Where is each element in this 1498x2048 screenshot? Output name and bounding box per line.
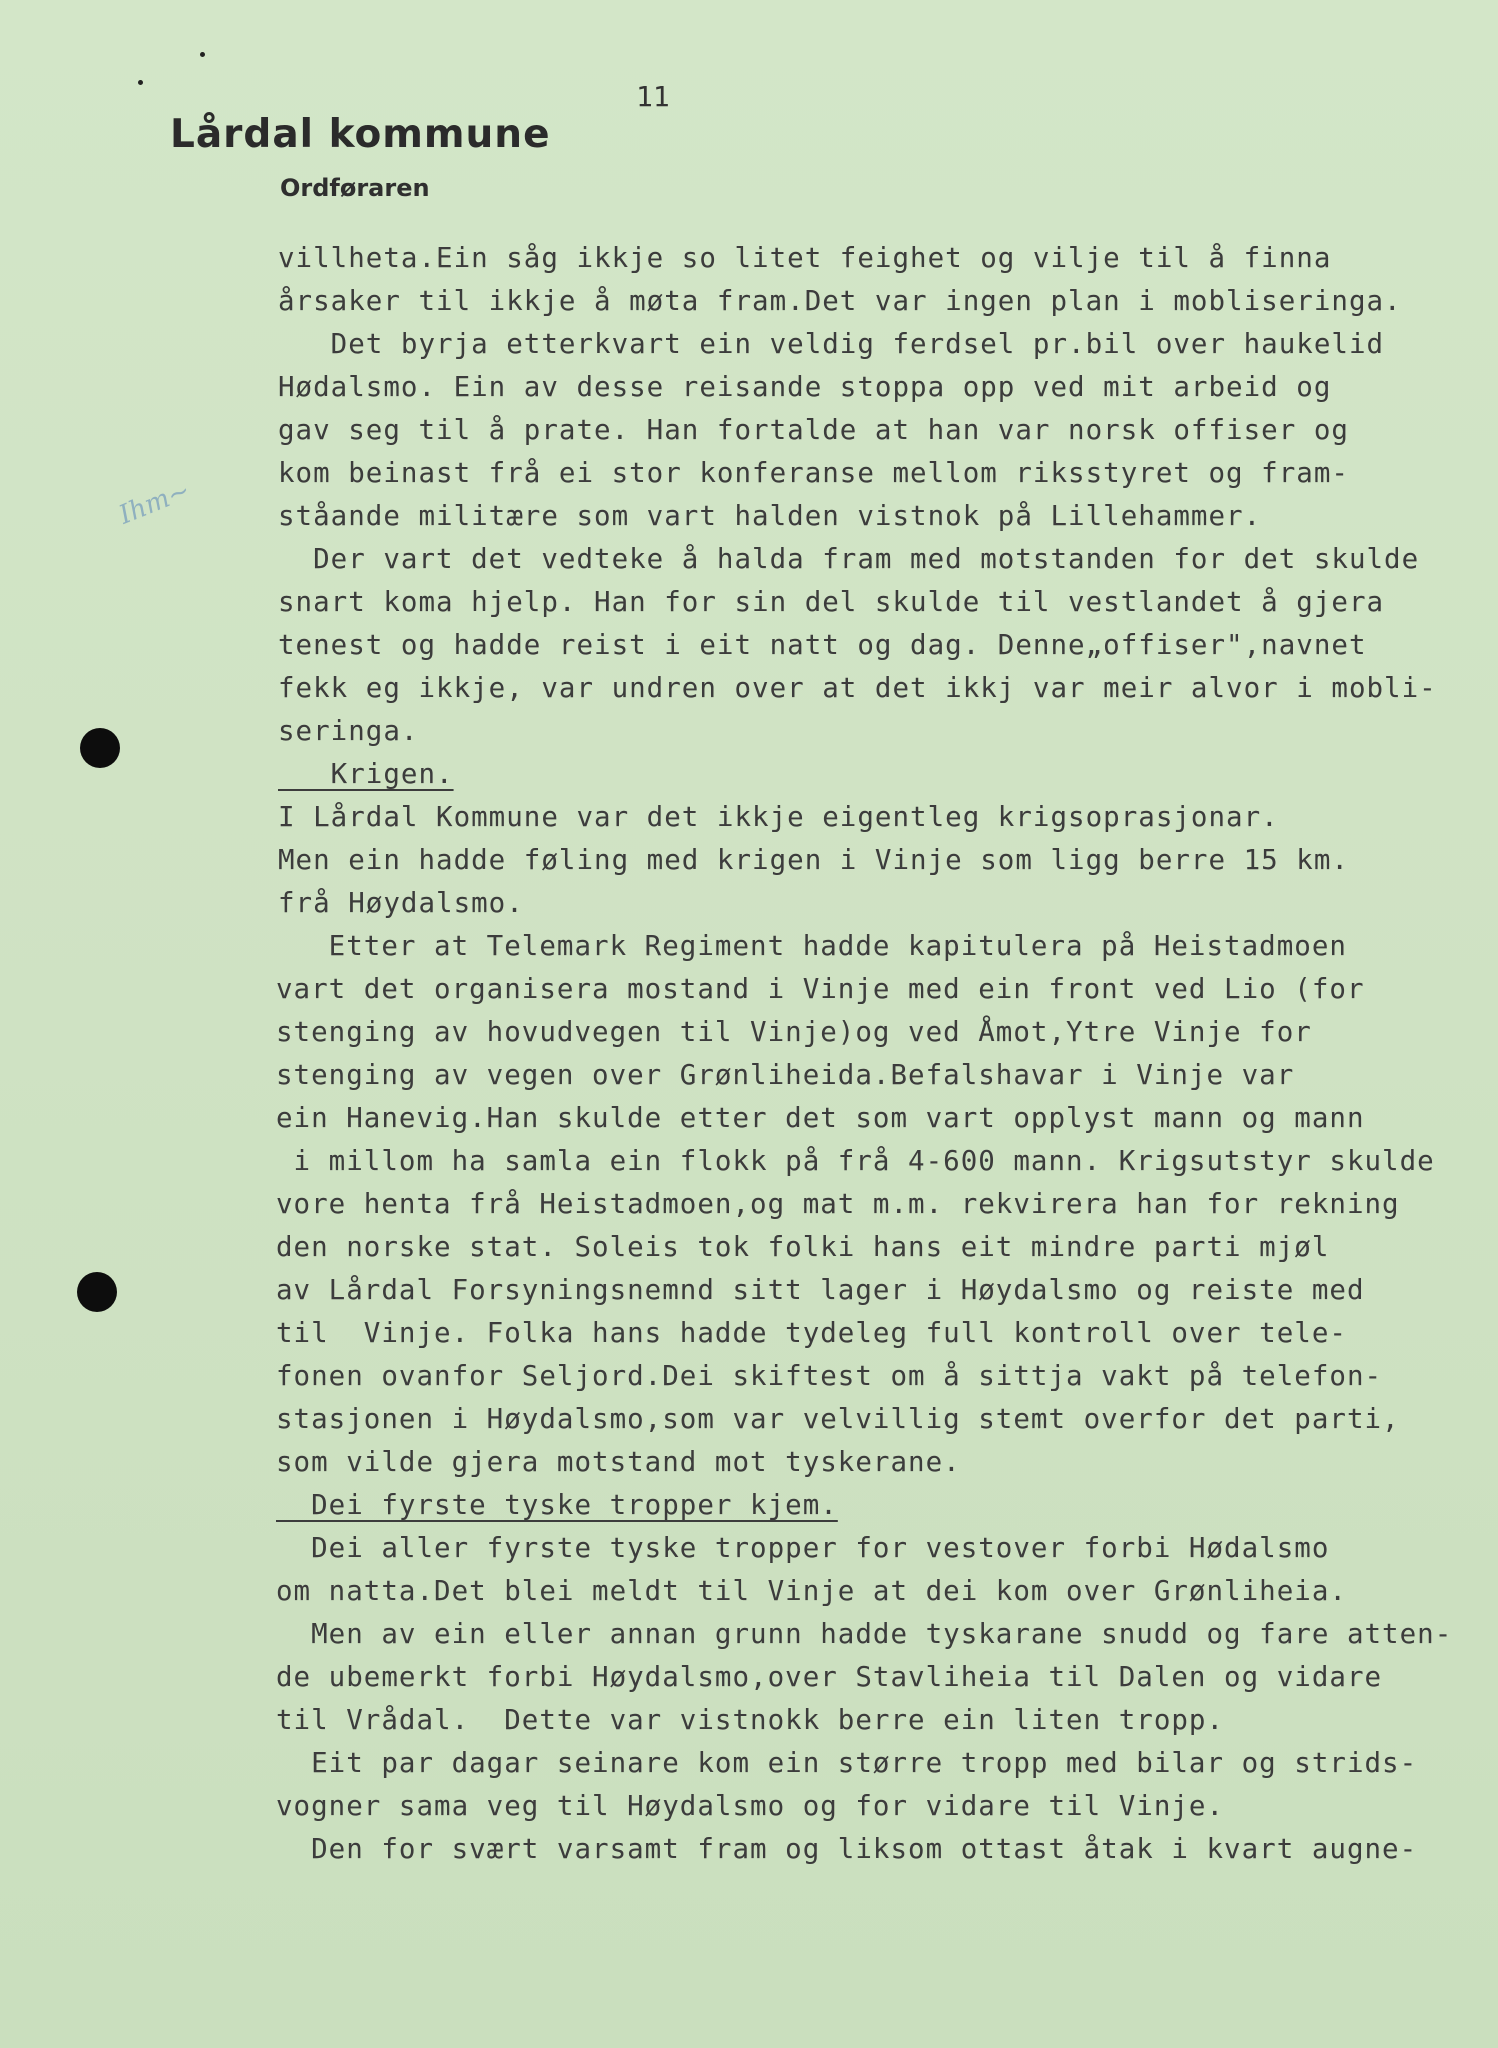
text-line: ståande militære som vart halden vistnok på Lillehammer. bbox=[278, 500, 1262, 532]
text-line: ein Hanevig.Han skulde etter det som vart opplyst mann og mann bbox=[276, 1102, 1365, 1134]
text-line: villheta.Ein såg ikkje so litet feighet og vilje til å finna bbox=[278, 242, 1332, 274]
text-line: vore henta frå Heistadmoen,og mat m.m. rekvirera han for rekning bbox=[276, 1188, 1400, 1220]
text-line: vogner sama veg til Høydalsmo og for vidare til Vinje. bbox=[276, 1790, 1225, 1822]
text-line: årsaker til ikkje å møta fram.Det var ingen plan i mobliseringa. bbox=[278, 285, 1402, 317]
text-line: fonen ovanfor Seljord.Dei skiftest om å sittja vakt på telefon- bbox=[276, 1360, 1383, 1392]
punch-hole bbox=[80, 728, 120, 768]
text-line: som vilde gjera motstand mot tyskerane. bbox=[276, 1446, 961, 1478]
text-line: tenest og hadde reist i eit natt og dag. Denne„offiser",navnet bbox=[278, 629, 1367, 661]
text-line: stenging av hovudvegen til Vinje)og ved Åmot,Ytre Vinje for bbox=[276, 1016, 1312, 1048]
text-line: den norske stat. Soleis tok folki hans eit mindre parti mjøl bbox=[276, 1231, 1330, 1263]
text-line: Etter at Telemark Regiment hadde kapitulera på Heistadmoen bbox=[276, 930, 1347, 962]
text-line: I Lårdal Kommune var det ikkje eigentleg krigsoprasjonar. bbox=[278, 801, 1279, 833]
ink-speck bbox=[200, 52, 205, 57]
text-line: Den for svært varsamt fram og liksom ottast åtak i kvart augne- bbox=[276, 1833, 1418, 1865]
letterhead-subtitle: Ordføraren bbox=[280, 174, 430, 202]
punch-hole bbox=[77, 1272, 117, 1312]
section-heading-krigen: Krigen. bbox=[278, 758, 454, 790]
text-line: i millom ha samla ein flokk på frå 4-600 mann. Krigsutstyr skulde bbox=[276, 1145, 1435, 1177]
text-line: vart det organisera mostand i Vinje med ein front ved Lio (for bbox=[276, 973, 1365, 1005]
text-line: til Vrådal. Dette var vistnokk berre ein liten tropp. bbox=[276, 1704, 1225, 1736]
text-line: snart koma hjelp. Han for sin del skulde til vestlandet å gjera bbox=[278, 586, 1385, 618]
text-line: Dei aller fyrste tyske tropper for vestover forbi Hødalsmo bbox=[276, 1532, 1330, 1564]
text-line: Men av ein eller annan grunn hadde tyskarane snudd og fare atten- bbox=[276, 1618, 1453, 1650]
text-line: kom beinast frå ei stor konferanse mellom riksstyret og fram- bbox=[278, 457, 1349, 489]
text-line: Der vart det vedteke å halda fram med motstanden for det skulde bbox=[278, 543, 1420, 575]
text-line: Men ein hadde føling med krigen i Vinje som ligg berre 15 km. bbox=[278, 844, 1349, 876]
text-line: de ubemerkt forbi Høydalsmo,over Stavliheia til Dalen og vidare bbox=[276, 1661, 1383, 1693]
text-line: Hødalsmo. Ein av desse reisande stoppa opp ved mit arbeid og bbox=[278, 371, 1332, 403]
text-line: seringa. bbox=[278, 715, 419, 747]
section-heading-tyske-tropper: Dei fyrste tyske tropper kjem. bbox=[276, 1489, 838, 1521]
text-line: til Vinje. Folka hans hadde tydeleg full kontroll over tele- bbox=[276, 1317, 1347, 1349]
handwritten-margin-note: Ihm~ bbox=[115, 475, 195, 531]
text-line: om natta.Det blei meldt til Vinje at dei kom over Grønliheia. bbox=[276, 1575, 1347, 1607]
text-line: stasjonen i Høydalsmo,som var velvillig stemt overfor det parti, bbox=[276, 1403, 1400, 1435]
text-line: fekk eg ikkje, var undren over at det ikkj var meir alvor i mobli- bbox=[278, 672, 1437, 704]
text-line: Eit par dagar seinare kom ein større tropp med bilar og strids- bbox=[276, 1747, 1418, 1779]
text-line: gav seg til å prate. Han fortalde at han var norsk offiser og bbox=[278, 414, 1349, 446]
text-line: av Lårdal Forsyningsnemnd sitt lager i Høydalsmo og reiste med bbox=[276, 1274, 1365, 1306]
text-line: stenging av vegen over Grønliheida.Befalshavar i Vinje var bbox=[276, 1059, 1295, 1091]
ink-speck bbox=[138, 80, 143, 85]
letterhead-title: Lårdal kommune bbox=[170, 112, 551, 157]
text-line: Det byrja etterkvart ein veldig ferdsel pr.bil over haukelid bbox=[278, 328, 1385, 360]
page-number: 11 bbox=[636, 80, 670, 113]
text-line: frå Høydalsmo. bbox=[278, 887, 524, 919]
